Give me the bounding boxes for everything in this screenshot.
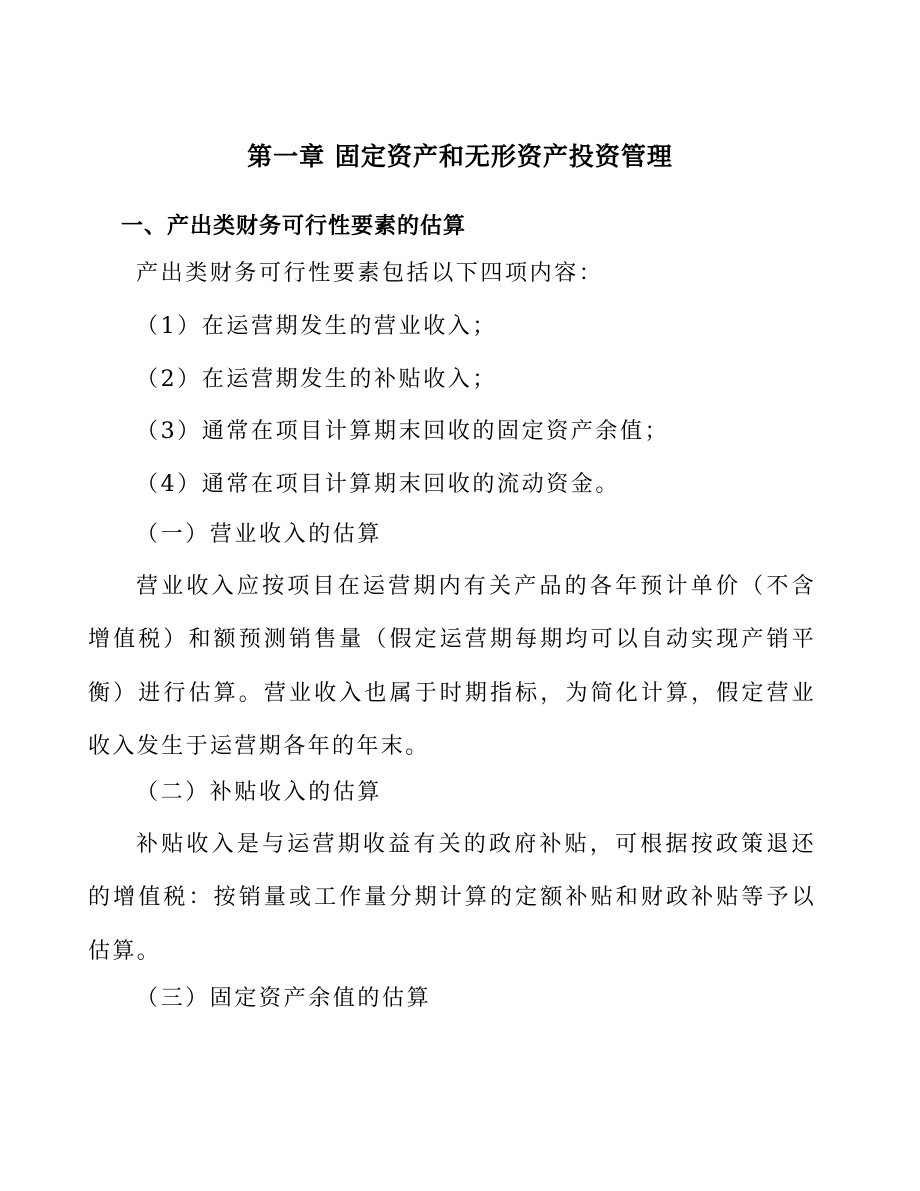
section-heading: 一、产出类财务可行性要素的估算 <box>121 213 467 239</box>
paragraph-revenue: 营业收入应按项目在运营期内有关产品的各年预计单价（不含增值税）和额预测销售量（假定运营期每期均可以自动实现产销平衡）进行估算。营业收入也属于时期指标，为简化计算，假定营业收入发生于运营期各年的年末。 <box>88 574 816 759</box>
list-item: （4）通常在项目计算期末回收的流动资金。 <box>136 472 620 497</box>
intro-text: 产出类财务可行性要素包括以下四项内容： <box>136 261 604 286</box>
list-item: （3）通常在项目计算期末回收的固定资产余值； <box>136 419 670 444</box>
list-item: （2）在运营期发生的补贴收入； <box>136 367 497 392</box>
subsection-heading-subsidy: （二）补贴收入的估算 <box>136 780 383 805</box>
subsection-heading-residual: （三）固定资产余值的估算 <box>136 986 432 1011</box>
chapter-title: 第一章 固定资产和无形资产投资管理 <box>247 142 673 171</box>
paragraph-subsidy: 补贴收入是与运营期收益有关的政府补贴，可根据按政策退还的增值税：按销量或工作量分期计算的定额补贴和财政补贴等予以估算。 <box>88 832 816 964</box>
list-item: （1）在运营期发生的营业收入； <box>136 314 497 339</box>
subsection-heading-revenue: （一）营业收入的估算 <box>136 522 383 547</box>
